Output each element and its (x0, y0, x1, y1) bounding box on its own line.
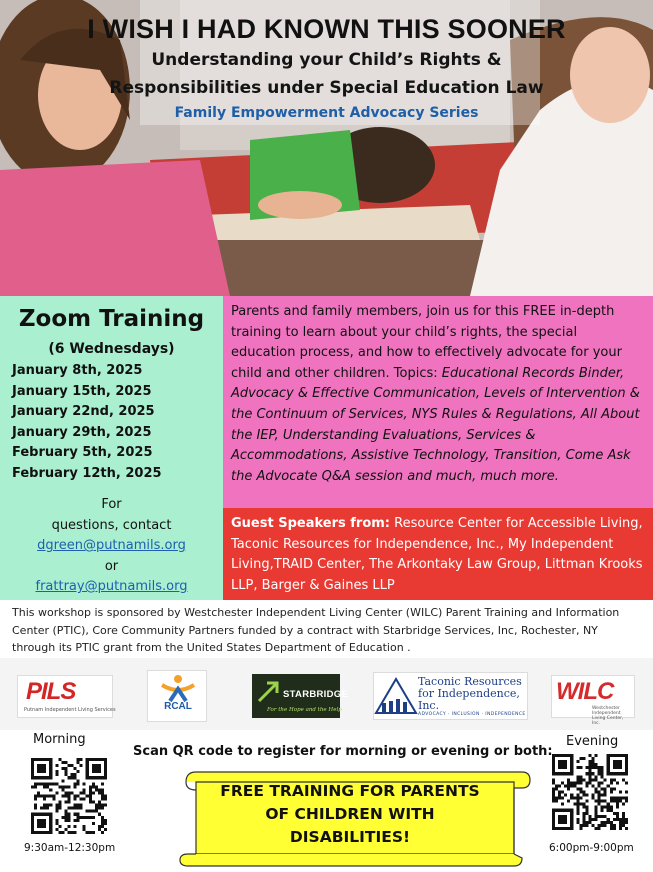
session-date: January 22nd, 2025 (12, 404, 155, 419)
zoom-training-panel (0, 296, 223, 600)
wilc-logo (551, 675, 635, 726)
taconic-logo-name: Taconic Resources for Independence, Inc. (418, 675, 522, 712)
guest-speakers-label: Guest Speakers from: (231, 516, 391, 531)
evening-label: Evening (566, 734, 619, 749)
free-training-banner (178, 770, 530, 868)
registration-section (0, 730, 653, 872)
taconic-logo (373, 672, 528, 720)
guest-speakers-list: Resource Center for Accessible Living, Taconic Resources for Independence, Inc., My Independent Living,TRAID Center, The Arkontaky Law Group, Littman Krooks LLP, Barger & Gaines LLP (231, 516, 643, 593)
email-link-frattray[interactable]: frattray@putnamils.org (35, 579, 188, 594)
zoom-training-subtitle: (6 Wednesdays) (48, 341, 175, 357)
guest-speakers-text (231, 514, 647, 596)
evening-time: 6:00pm-9:00pm (549, 842, 634, 854)
banner-line-3: DISABILITIES! (289, 828, 411, 846)
rcal-figure-icon (148, 671, 208, 703)
pils-logo-tagline: Putnam Independent Living Services (24, 707, 116, 713)
contact-line-2: questions, contact (51, 517, 172, 533)
description-panel (223, 296, 653, 508)
session-date: January 8th, 2025 (12, 363, 143, 378)
scan-instruction: Scan QR code to register for morning or evening or both: (133, 744, 553, 759)
subtitle-line-2: Responsibilities under Special Education Law (109, 78, 544, 98)
contact-or: or (104, 558, 119, 574)
description-topics: Educational Records Binder, Advocacy & Effective Communication, Levels of Intervention & the Continuum of Services, NYS Rules & Regulations, All About the IEP, Understanding Evaluations, Services & Accommodations, Assistive Technology, Transition, Come Ask the Advocate Q&A session and much, much more. (231, 365, 640, 484)
session-date: February 12th, 2025 (12, 465, 162, 481)
rcal-logo (147, 670, 207, 722)
description-text (231, 302, 645, 487)
taconic-tagline: ADVOCACY · INCLUSION · INDEPENDENCE (418, 712, 526, 717)
wilc-logo-text: WILC (556, 678, 614, 705)
email-link-dgreen[interactable]: dgreen@putnamils.org (37, 538, 186, 553)
zoom-training-title: Zoom Training (18, 306, 205, 332)
morning-qr-code[interactable] (31, 758, 107, 834)
contact-line-1: For (101, 497, 122, 512)
wilc-logo-tagline: Westchester Independent Living Center, Inc. (592, 706, 624, 726)
sponsor-text: This workshop is sponsored by Westchester Independent Living Center (WILC) Parent Training and Information Center (PTIC), Core Community Partners funded by a contract with Starbridge Services, Inc, Rochester, NY through its PTIC grant from the United States Department of Education . (12, 606, 620, 654)
session-dates-list (12, 361, 162, 484)
qr-code-icon (31, 758, 107, 834)
pils-logo-text: PILS (26, 678, 76, 705)
starbridge-arrow-icon (255, 677, 285, 707)
qr-code-icon (552, 754, 628, 830)
hero-text-block (0, 0, 653, 121)
rcal-logo-text: RCAL (164, 701, 192, 712)
sponsor-section (0, 600, 653, 658)
page-title: I WISH I HAD KNOWN THIS SOONER (87, 14, 566, 44)
banner-line-1: FREE TRAINING FOR PARENTS (220, 782, 480, 800)
series-name: Family Empowerment Advocacy Series (174, 105, 479, 121)
session-date: February 5th, 2025 (12, 445, 153, 460)
session-date: January 15th, 2025 (12, 383, 152, 399)
taconic-mountain-icon (374, 673, 418, 719)
pils-logo (17, 675, 116, 718)
starbridge-tagline: For the Hope and the Help (267, 707, 342, 713)
partner-logo-bar (0, 658, 653, 730)
session-date: January 29th, 2025 (12, 424, 152, 440)
starbridge-logo-text: STARBRIDGE (283, 689, 349, 700)
starbridge-logo (252, 674, 349, 718)
morning-label: Morning (33, 732, 86, 747)
description-intro: Parents and family members, join us for this FREE in-depth training to learn about your child’s rights, the special education process, and how to effectively advocate for your child and other children. Topics: (231, 304, 622, 381)
guest-speakers-panel (223, 508, 653, 600)
contact-block (0, 495, 223, 598)
subtitle-line-1: Understanding your Child’s Rights & (151, 50, 502, 70)
banner-line-2: OF CHILDREN WITH (265, 805, 435, 823)
hero-section (0, 0, 653, 296)
morning-time: 9:30am-12:30pm (24, 842, 116, 854)
banner-text (200, 780, 500, 849)
evening-qr-code[interactable] (552, 754, 628, 830)
